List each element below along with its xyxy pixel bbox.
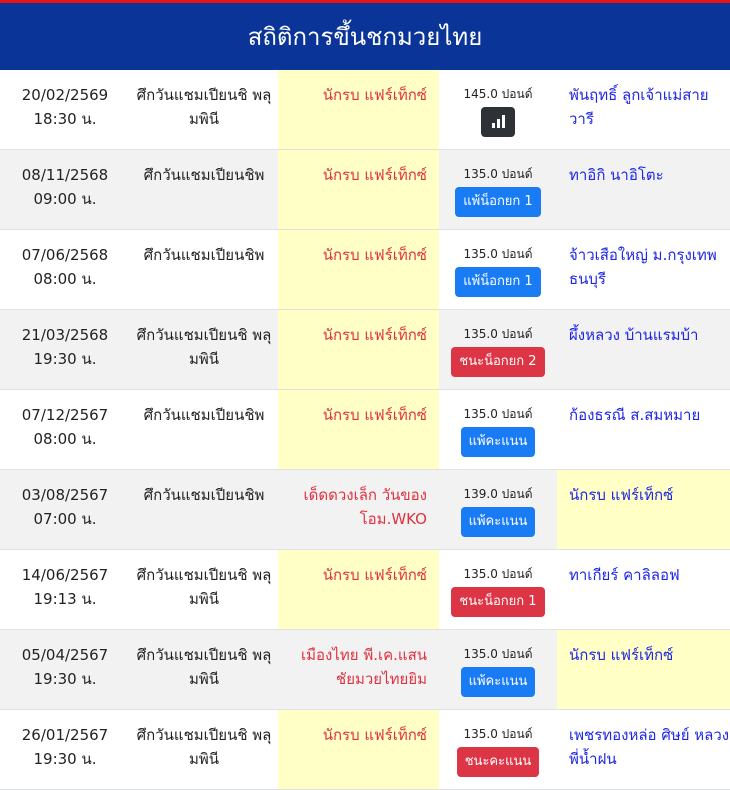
- bar-chart-icon[interactable]: [481, 107, 515, 137]
- event-name: ศึกวันแชมเปียนชิพ: [143, 246, 265, 264]
- fight-date-cell: [0, 70, 130, 149]
- fight-date-cell: [0, 630, 130, 709]
- event-name: ศึกวันแชมเปียนชิ พลุมพินี: [136, 566, 272, 608]
- fight-date-cell: [0, 390, 130, 469]
- result-badge[interactable]: แพ้คะแนน: [461, 667, 536, 697]
- result-badge[interactable]: แพ้คะแนน: [461, 507, 536, 537]
- fighter-left[interactable]: นักรบ แฟร์เท็กซ์: [278, 310, 439, 389]
- weight-label: 135.0 ปอนด์: [463, 247, 533, 261]
- fighter-left[interactable]: นักรบ แฟร์เท็กซ์: [278, 390, 439, 469]
- table-row: [0, 70, 730, 150]
- result-cell: [439, 550, 557, 629]
- result-cell: [439, 470, 557, 549]
- table-row: [0, 710, 730, 790]
- fight-time: 19:30 น.: [33, 750, 97, 768]
- event-name: ศึกวันแชมเปียนชิ พลุมพินี: [136, 326, 272, 368]
- weight-label: 135.0 ปอนด์: [463, 727, 533, 741]
- fighter-left[interactable]: นักรบ แฟร์เท็กซ์: [278, 550, 439, 629]
- fighter-right[interactable]: ก้องธรณี ส.สมหมาย: [569, 406, 701, 424]
- fighter-right[interactable]: นักรบ แฟร์เท็กซ์: [557, 630, 730, 709]
- result-cell: [439, 230, 557, 309]
- fight-date: 26/01/2567: [21, 726, 109, 744]
- weight-label: 135.0 ปอนด์: [463, 167, 533, 181]
- table-row: [0, 150, 730, 230]
- fight-date: 08/11/2568: [21, 166, 109, 184]
- fighter-right[interactable]: เพชรทองหล่อ ศิษย์ หลวงพี่น้ำฝน: [569, 726, 730, 768]
- event-name: ศึกวันแชมเปียนชิพ: [143, 406, 265, 424]
- fighter-left[interactable]: นักรบ แฟร์เท็กซ์: [278, 70, 439, 149]
- fight-date-cell: [0, 310, 130, 389]
- fight-time: 07:00 น.: [33, 510, 97, 528]
- result-cell: [439, 150, 557, 229]
- fight-date-cell: [0, 710, 130, 789]
- table-row: [0, 470, 730, 550]
- event-name: ศึกวันแชมเปียนชิพ: [143, 486, 265, 504]
- fighter-right[interactable]: ผึ้งหลวง บ้านแรมบ้า: [569, 326, 699, 344]
- fight-stats-table: [0, 70, 730, 790]
- fight-date: 03/08/2567: [21, 486, 109, 504]
- fighter-left[interactable]: นักรบ แฟร์เท็กซ์: [278, 150, 439, 229]
- result-badge[interactable]: แพ้น็อกยก 1: [455, 267, 540, 297]
- result-cell: [439, 630, 557, 709]
- fighter-right[interactable]: พันฤทธิ์ ลูกเจ้าแม่สาย วารี: [569, 86, 709, 128]
- fight-time: 09:00 น.: [33, 190, 97, 208]
- table-row: [0, 550, 730, 630]
- result-badge[interactable]: แพ้คะแนน: [461, 427, 536, 457]
- page-title: สถิติการขึ้นชกมวยไทย: [247, 23, 483, 51]
- fight-time: 08:00 น.: [33, 430, 97, 448]
- fight-date: 20/02/2569: [21, 86, 109, 104]
- weight-label: 145.0 ปอนด์: [463, 87, 533, 101]
- fighter-left[interactable]: เมืองไทย พี.เค.แสน ชัยมวยไทยยิม: [301, 646, 427, 688]
- event-name: ศึกวันแชมเปียนชิ พลุมพินี: [136, 86, 272, 128]
- result-cell: [439, 70, 557, 149]
- fight-time: 08:00 น.: [33, 270, 97, 288]
- page-header: [0, 3, 730, 70]
- fight-date-cell: [0, 150, 130, 229]
- fighter-right[interactable]: ทาเกียร์ คาลิลอฟ: [569, 566, 680, 584]
- fight-date-cell: [0, 550, 130, 629]
- table-row: [0, 310, 730, 390]
- fighter-left[interactable]: เด็ดดวงเล็ก วันของ โอม.WKO: [303, 486, 427, 528]
- fighter-left[interactable]: นักรบ แฟร์เท็กซ์: [278, 710, 439, 789]
- fight-date-cell: [0, 230, 130, 309]
- weight-label: 135.0 ปอนด์: [463, 407, 533, 421]
- weight-label: 139.0 ปอนด์: [463, 487, 533, 501]
- fight-date-cell: [0, 470, 130, 549]
- result-cell: [439, 310, 557, 389]
- fighter-right[interactable]: นักรบ แฟร์เท็กซ์: [557, 470, 730, 549]
- fight-date: 05/04/2567: [21, 646, 109, 664]
- result-cell: [439, 710, 557, 789]
- fight-time: 19:30 น.: [33, 350, 97, 368]
- fighter-left[interactable]: นักรบ แฟร์เท็กซ์: [278, 230, 439, 309]
- table-row: [0, 390, 730, 470]
- fight-date: 07/06/2568: [21, 246, 109, 264]
- weight-label: 135.0 ปอนด์: [463, 327, 533, 341]
- result-badge[interactable]: ชนะน็อกยก 2: [451, 347, 544, 377]
- fight-date: 07/12/2567: [21, 406, 109, 424]
- event-name: ศึกวันแชมเปียนชิพ: [143, 166, 265, 184]
- fight-time: 19:30 น.: [33, 670, 97, 688]
- fight-date: 21/03/2568: [21, 326, 109, 344]
- weight-label: 135.0 ปอนด์: [463, 567, 533, 581]
- fight-date: 14/06/2567: [21, 566, 109, 584]
- result-badge[interactable]: ชนะน็อกยก 1: [451, 587, 544, 617]
- result-badge[interactable]: แพ้น็อกยก 1: [455, 187, 540, 217]
- event-name: ศึกวันแชมเปียนชิ พลุมพินี: [136, 646, 272, 688]
- fighter-right[interactable]: จ้าวเสือใหญ่ ม.กรุงเทพธนบุรี: [569, 246, 717, 288]
- result-cell: [439, 390, 557, 469]
- table-row: [0, 230, 730, 310]
- event-name: ศึกวันแชมเปียนชิ พลุมพินี: [136, 726, 272, 768]
- result-badge[interactable]: ชนะคะแนน: [457, 747, 540, 777]
- fight-time: 18:30 น.: [33, 110, 97, 128]
- weight-label: 135.0 ปอนด์: [463, 647, 533, 661]
- fight-time: 19:13 น.: [33, 590, 97, 608]
- fighter-right[interactable]: ทาอิกิ นาอิโตะ: [569, 166, 664, 184]
- table-row: [0, 630, 730, 710]
